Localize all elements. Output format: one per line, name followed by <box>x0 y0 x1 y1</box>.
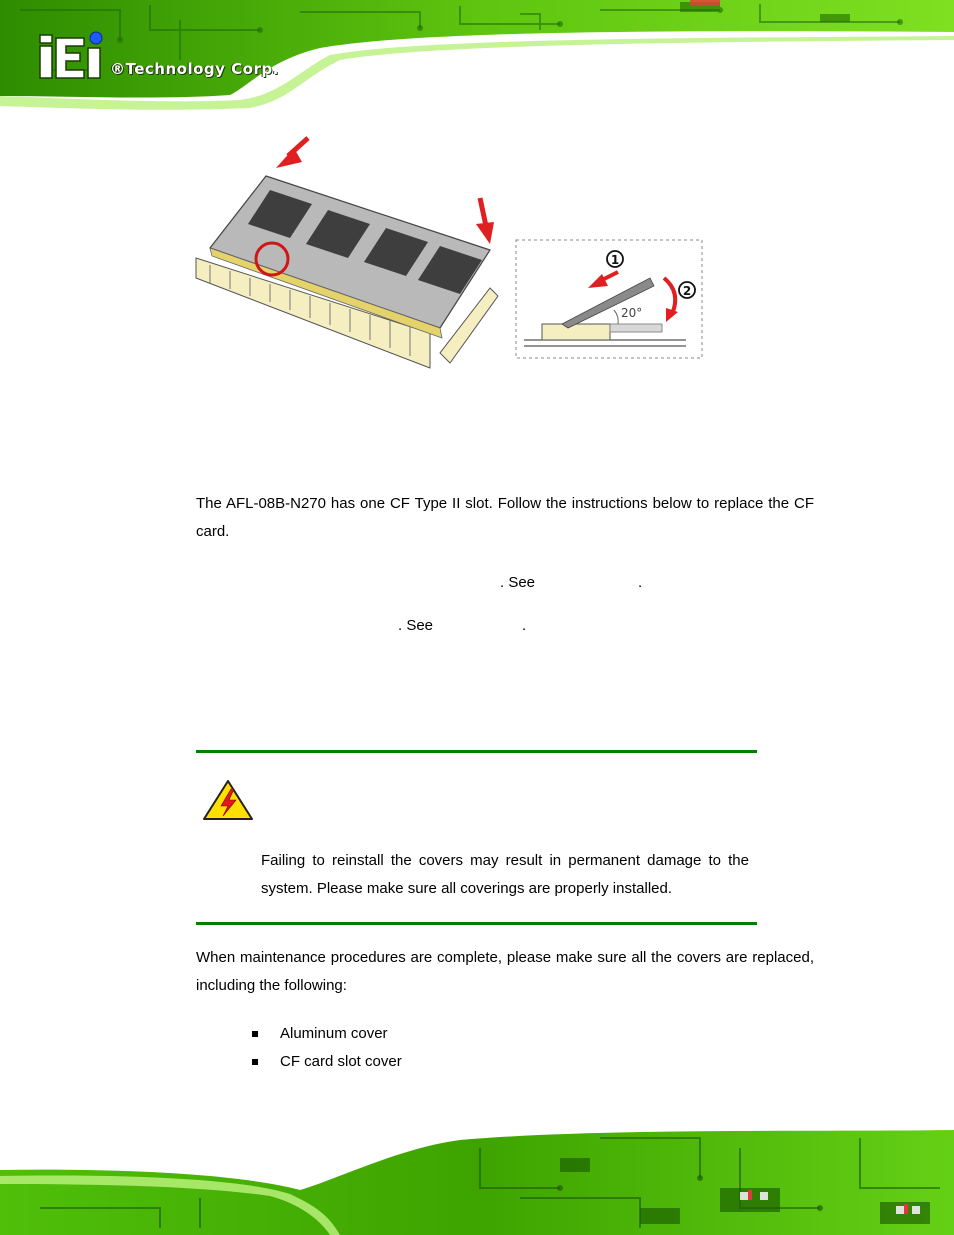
list-item-label: CF card slot cover <box>280 1053 402 1070</box>
circuit-board-footer <box>0 1118 954 1235</box>
step2-end-text: . <box>522 617 527 634</box>
step2-see-text: . See <box>398 617 434 634</box>
cf-intro-paragraph: The AFL-08B-N270 has one CF Type II slot. Follow the instructions below to replace the CF card. <box>196 495 814 540</box>
insert-arrow-icon <box>276 138 308 168</box>
sodimm-install-figure <box>190 128 710 378</box>
bullet-square-icon <box>252 1059 258 1065</box>
bullet-square-icon <box>252 1031 258 1037</box>
press-down-arrow-icon <box>476 198 494 244</box>
covers-list <box>252 1020 402 1076</box>
warning-top-rule <box>196 750 757 753</box>
iei-logo-icon <box>40 32 102 78</box>
list-item-label: Aluminum cover <box>280 1025 388 1042</box>
step1-end-text: . <box>638 574 643 591</box>
step-1-label: 1 <box>610 253 620 267</box>
header-banner <box>0 0 954 118</box>
sodimm-diagram <box>190 128 710 378</box>
angle-label: 20° <box>621 306 643 320</box>
warning-lightning-icon <box>202 779 254 821</box>
step-2-label: 2 <box>682 284 692 298</box>
list-item <box>252 1048 402 1076</box>
step1-see-text: . See <box>500 574 536 591</box>
warning-text: Failing to reinstall the covers may result in permanent damage to the system. Please make sure all coverings are properly installed. <box>261 852 749 897</box>
footer-banner <box>0 1118 954 1235</box>
maintenance-paragraph: When maintenance procedures are complete, please make sure all the covers are replaced, including the following: <box>196 949 814 994</box>
company-name: ®Technology Corp. <box>110 60 279 78</box>
list-item <box>252 1020 402 1048</box>
circuit-board-banner <box>0 0 954 118</box>
warning-bottom-rule <box>196 922 757 925</box>
